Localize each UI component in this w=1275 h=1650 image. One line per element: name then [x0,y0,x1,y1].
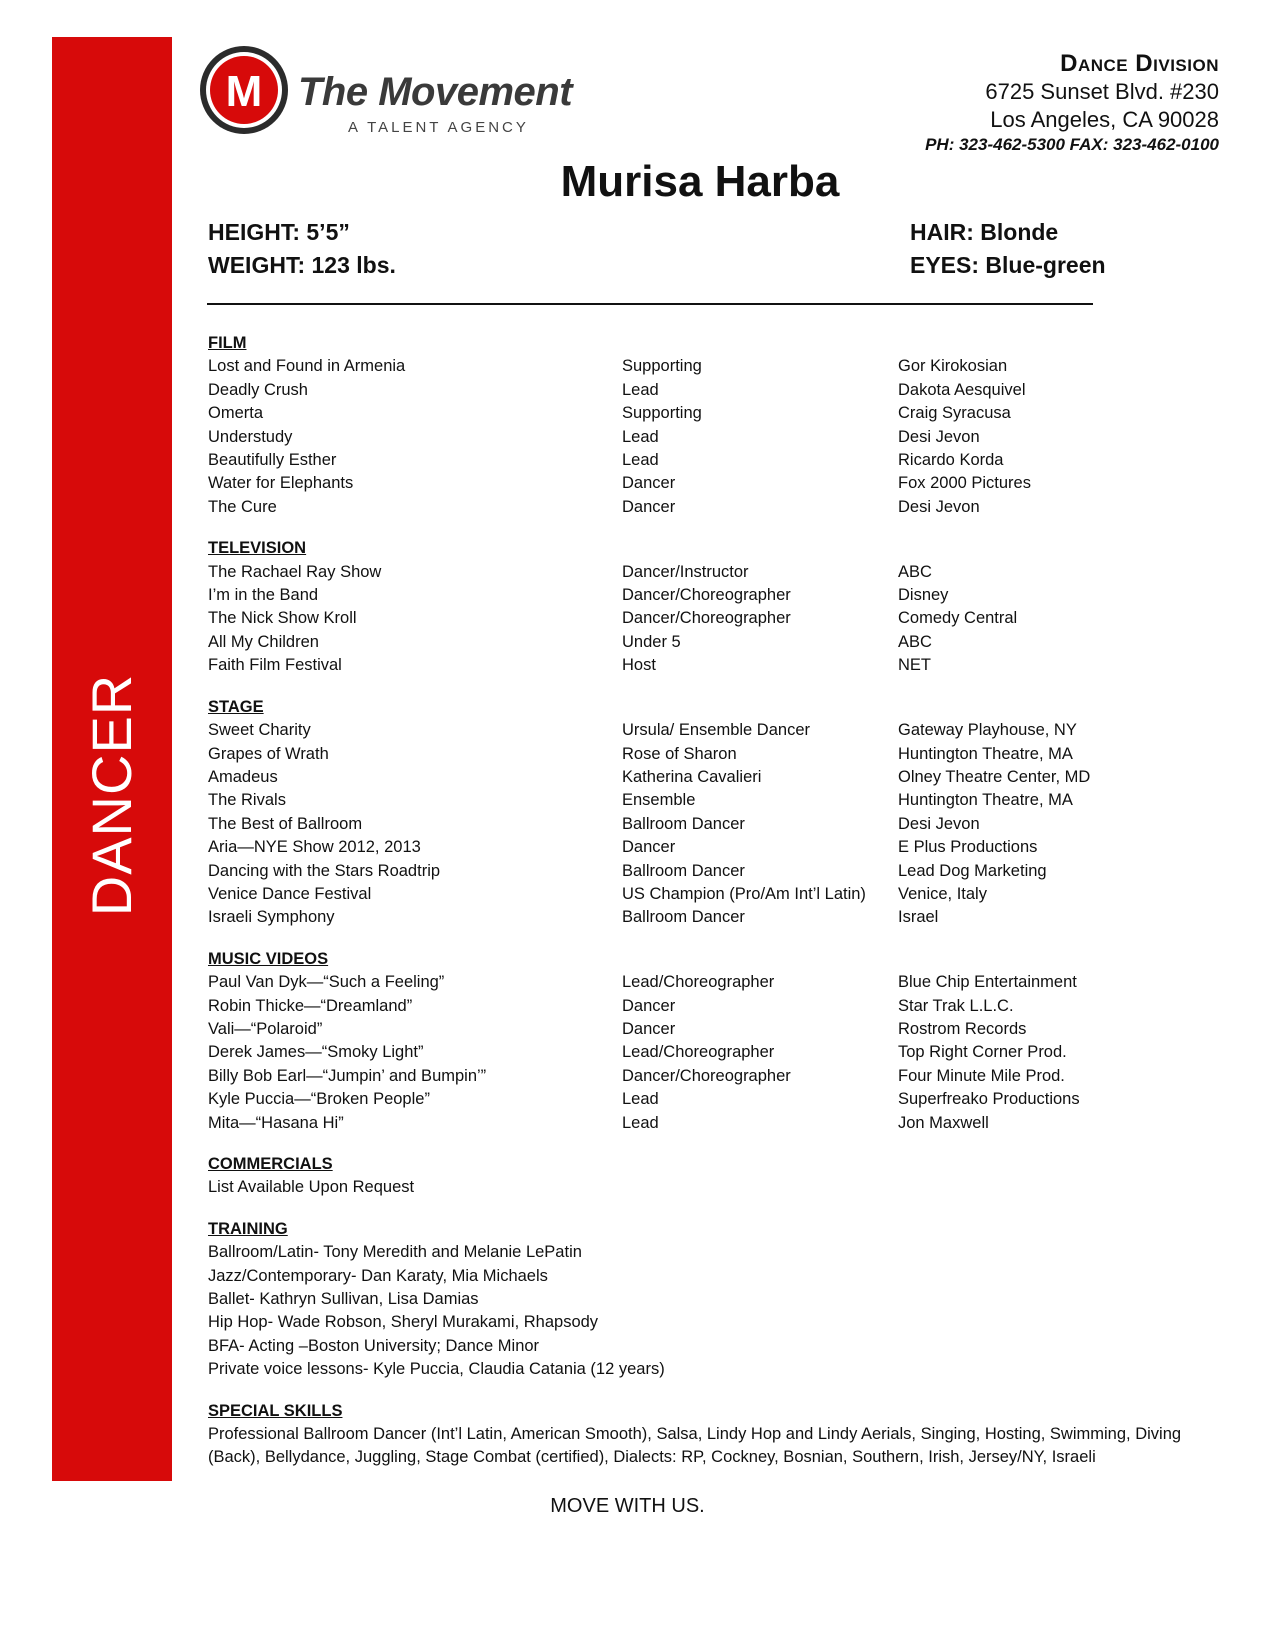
credit-row [208,472,1218,495]
resume-body [208,332,1218,1488]
credit-row [208,971,1218,994]
credit-title: The Rachael Ray Show [208,562,382,581]
credit-title: Beautifully Esther [208,451,337,470]
credit-role: Dancer/Instructor [622,562,749,581]
credit-row [208,1041,1218,1064]
credit-title: Grapes of Wrath [208,744,329,763]
performer-name: Murisa Harba [560,157,840,206]
credit-row [208,654,1218,677]
credit-title: Derek James—“Smoky Light” [208,1043,424,1062]
training-line: Jazz/Contemporary- Dan Karaty, Mia Michaels [208,1266,548,1285]
credit-role: Lead [622,451,659,470]
credit-company: Ricardo Korda [898,451,1004,470]
credit-title: All My Children [208,632,319,651]
credit-role: Lead/Choreographer [622,1043,775,1062]
credit-company: ABC [898,562,932,581]
credit-title: Amadeus [208,767,278,786]
credit-company: Star Trak L.L.C. [898,996,1014,1015]
credit-title: Vali—“Polaroid” [208,1019,323,1038]
credit-role: Lead [622,427,659,446]
sidebar-banner [52,37,172,1481]
credit-company: Huntington Theatre, MA [898,791,1073,810]
credit-role: Ballroom Dancer [622,861,745,880]
credit-company: Rostrom Records [898,1019,1027,1038]
credit-role: Supporting [622,357,702,376]
credit-company: Comedy Central [898,609,1018,628]
credit-row [208,789,1218,812]
credit-role: Dancer [622,996,676,1015]
section-special-skills [208,1400,1218,1470]
credit-title: The Nick Show Kroll [208,609,357,628]
section-title: TRAINING [208,1219,288,1238]
address-line-2: Los Angeles, CA 90028 [990,107,1219,132]
credit-row [208,813,1218,836]
section-title: COMMERCIALS [208,1155,333,1173]
phone-fax: PH: 323-462-5300 FAX: 323-462-0100 [925,135,1219,154]
commercials-note: List Available Upon Request [208,1178,415,1197]
credit-title: Venice Dance Festival [208,884,372,903]
credit-role: Dancer [622,474,676,493]
credit-company: Desi Jevon [898,497,980,516]
credit-title: I’m in the Band [208,586,319,605]
hair-stat: HAIR: Blonde [910,219,1059,245]
credit-role: Rose of Sharon [622,744,737,763]
logo-name: The Movement [298,70,573,114]
credit-role: Katherina Cavalieri [622,767,762,786]
credit-row [208,631,1218,654]
credit-role: Dancer [622,497,676,516]
credit-company: ABC [898,632,932,651]
credit-row [208,496,1218,519]
credit-role: Lead [622,1113,659,1132]
credit-row [208,561,1218,584]
credit-row [208,1112,1218,1135]
credit-company: Craig Syracusa [898,404,1011,423]
section-title: SPECIAL SKILLS [208,1401,343,1420]
credit-company: Four Minute Mile Prod. [898,1066,1065,1085]
credit-row [208,836,1218,859]
credit-role: Ballroom Dancer [622,814,745,833]
credit-title: Omerta [208,404,264,423]
credit-role: Dancer/Choreographer [622,609,791,628]
movement-logo-icon [198,44,290,136]
agency-contact [799,50,1219,156]
logo-badge-letter: M [225,67,263,116]
credit-company: Desi Jevon [898,427,980,446]
credit-title: Water for Elephants [208,474,354,493]
credit-row [208,1018,1218,1041]
credit-role: Host [622,656,656,675]
credit-row [208,860,1218,883]
training-line: Ballet- Kathryn Sullivan, Lisa Damias [208,1290,479,1309]
credit-company: Desi Jevon [898,814,980,833]
credit-company: Venice, Italy [898,884,987,903]
logo-tagline: A TALENT AGENCY [348,119,529,136]
credit-role: Dancer/Choreographer [622,586,791,605]
credit-title: Faith Film Festival [208,656,342,675]
credit-role: Under 5 [622,632,681,651]
credit-row [208,584,1218,607]
section-film [208,332,1218,519]
credit-row [208,995,1218,1018]
height-stat: HEIGHT: 5’5” [208,219,350,245]
training-line: Ballroom/Latin- Tony Meredith and Melanie LePatin [208,1243,582,1262]
credit-row [208,379,1218,402]
credit-company: Dakota Aesquivel [898,380,1026,399]
section-title: TELEVISION [208,539,307,558]
credit-company: Gateway Playhouse, NY [898,721,1077,740]
agency-logo [198,44,628,136]
credit-row [208,426,1218,449]
section-training [208,1218,1218,1382]
weight-stat: WEIGHT: 123 lbs. [208,252,396,278]
credit-title: Sweet Charity [208,721,311,740]
credit-title: The Best of Ballroom [208,814,363,833]
credit-title: Robin Thicke—“Dreamland” [208,996,413,1015]
credit-company: NET [898,656,931,675]
credit-row [208,1088,1218,1111]
credit-title: Israeli Symphony [208,908,335,927]
credit-company: Lead Dog Marketing [898,861,1047,880]
divider-rule [207,303,1093,305]
special-skills-text: Professional Ballroom Dancer (Int’l Latin, American Smooth), Salsa, Lindy Hop and Lindy Aerials, Singing, Hosting, Swimming, Diving (Back), Bellydance, Juggling, Stage Combat (certified), Dialects: RP, Cockney, Bosnian, Southern, Irish, Jersey/NY, Israeli [208,1425,1182,1467]
section-stage [208,696,1218,930]
credit-company: Jon Maxwell [898,1113,989,1132]
section-title: STAGE [208,697,264,716]
credit-row [208,355,1218,378]
credit-row [208,719,1218,742]
division-name: Dance Division [1060,50,1219,77]
training-line: Private voice lessons- Kyle Puccia, Claudia Catania (12 years) [208,1360,665,1379]
credit-title: Billy Bob Earl—“Jumpin’ and Bumpin’” [208,1066,487,1085]
credit-company: E Plus Productions [898,838,1038,857]
training-line: BFA- Acting –Boston University; Dance Minor [208,1336,540,1355]
credit-company: Israel [898,908,939,927]
credit-role: Lead [622,1090,659,1109]
credit-row [208,883,1218,906]
credit-title: Deadly Crush [208,380,308,399]
stats-left [208,216,396,282]
section-television [208,537,1218,677]
credit-role: Supporting [622,404,702,423]
credit-row [208,1065,1218,1088]
credit-role: Dancer [622,838,676,857]
credit-role: US Champion (Pro/Am Int’l Latin) [622,884,866,903]
credit-row [208,607,1218,630]
credit-company: Blue Chip Entertainment [898,973,1077,992]
footer-tagline: MOVE WITH US. [550,1495,705,1517]
credit-company: Superfreako Productions [898,1090,1080,1109]
sidebar-label: DANCER [80,673,143,917]
credit-title: Mita—“Hasana Hi” [208,1113,344,1132]
credit-role: Ursula/ Ensemble Dancer [622,721,810,740]
credit-title: Dancing with the Stars Roadtrip [208,861,441,880]
address-line-1: 6725 Sunset Blvd. #230 [985,79,1219,104]
stats-right [910,216,1106,282]
credit-row [208,449,1218,472]
credit-title: Kyle Puccia—“Broken People” [208,1090,430,1109]
credit-title: The Rivals [208,791,286,810]
credit-role: Dancer/Choreographer [622,1066,791,1085]
credit-row [208,402,1218,425]
credit-title: Aria—NYE Show 2012, 2013 [208,838,421,857]
credit-company: Olney Theatre Center, MD [898,767,1091,786]
section-commercials [208,1153,1218,1200]
credit-row [208,906,1218,929]
credit-role: Ballroom Dancer [622,908,745,927]
credit-role: Dancer [622,1019,676,1038]
credit-row [208,766,1218,789]
section-title: FILM [208,334,247,352]
credit-role: Lead [622,380,659,399]
credit-company: Fox 2000 Pictures [898,474,1031,493]
eyes-stat: EYES: Blue-green [910,252,1106,278]
section-music-videos [208,948,1218,1135]
credit-company: Disney [898,586,949,605]
credit-role: Ensemble [622,791,696,810]
credit-company: Top Right Corner Prod. [898,1043,1067,1062]
credit-title: Lost and Found in Armenia [208,357,406,376]
credit-title: The Cure [208,497,277,516]
credit-role: Lead/Choreographer [622,973,775,992]
credit-title: Paul Van Dyk—“Such a Feeling” [208,973,445,992]
credit-row [208,743,1218,766]
section-title: MUSIC VIDEOS [208,949,329,968]
credit-company: Huntington Theatre, MA [898,744,1073,763]
training-line: Hip Hop- Wade Robson, Sheryl Murakami, Rhapsody [208,1313,599,1332]
credit-title: Understudy [208,427,293,446]
credit-company: Gor Kirokosian [898,357,1008,376]
